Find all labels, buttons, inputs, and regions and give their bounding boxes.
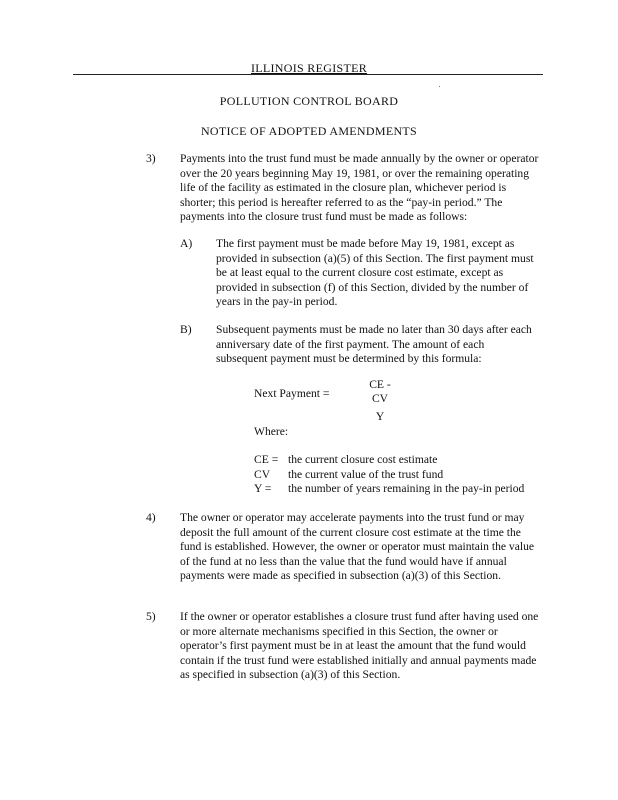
item-3b-text: Subsequent payments must be made no later than 30 days after each anniversary date of the first payment. The amount of each subsequent payment must be determined by this formula: [216,323,532,366]
board-title: POLLUTION CONTROL BOARD [219,94,399,108]
definition-term: CE = [254,453,279,466]
formula-label: Next Payment = [254,387,330,400]
formula-denominator: Y [375,410,385,423]
definition-term: CV [254,467,271,481]
item-3a-text: The first payment must be made before May 19, 1981, except as provided in subsection (a)(5) of this Section. The first payment must be at least equal to the current closure cost estimate, except as provided in subsection (f) of this Section, divided by the number of years in the pay-in period. [216,237,534,309]
definition-desc: the number of years remaining in the pay-in period [288,482,525,496]
where-label: Where: [254,425,289,438]
formula-fraction [360,378,400,424]
item-5-text: If the owner or operator establishes a closure trust fund after having used one or more alternate mechanisms specified in this Section, the owner or operator’s first payment must be in at least the amount that the fund would contain if the trust fund were established initially and annual payments made as specified in subsection (a)(3) of this Section. [180,610,539,682]
item-4-text: The owner or operator may accelerate payments into the trust fund or may deposit the full amount of the current closure cost estimate at the time the fund is established. However, the owner or operator must maintain the value of the fund at no less than the value that the fund would have if annual payments were made as specified in subsection (a)(3) of this Section. [180,511,535,583]
scan-speck [439,86,440,87]
definition-desc: the current value of the trust fund [288,467,444,481]
header-rule [73,74,543,75]
definition-desc: the current closure cost estimate [288,453,438,466]
formula-numerator: CE - CV [369,378,391,405]
item-3-text: Payments into the trust fund must be made annually by the owner or operator over the 20 years beginning May 19, 1981, or over the remaining operating life of the facility as estimated in the closure plan, whichever period is shorter; this period is hereafter referred to as the “pay-in period.” The payments into the closure trust fund must be made as follows: [180,152,539,224]
notice-title: NOTICE OF ADOPTED AMENDMENTS [200,124,418,138]
item-3b-number: B) [180,323,192,336]
item-5-number: 5) [146,610,156,623]
item-3-number: 3) [146,152,156,165]
register-title: ILLINOIS REGISTER [250,61,368,75]
item-3a-number: A) [180,237,193,250]
item-4-number: 4) [146,511,156,524]
definition-term: Y = [254,482,272,496]
